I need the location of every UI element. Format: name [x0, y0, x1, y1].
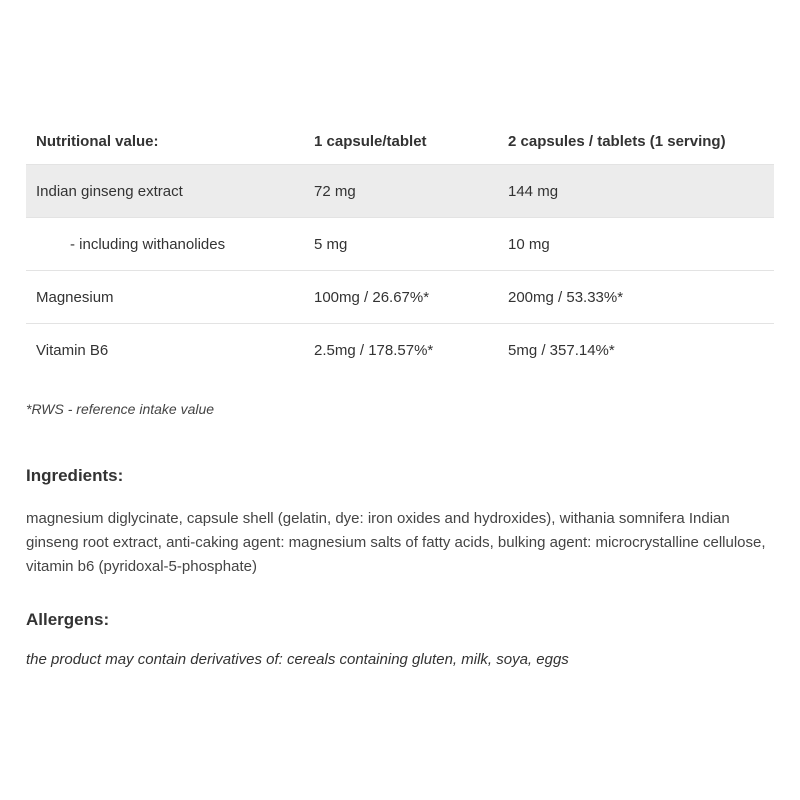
- table-row: [26, 324, 774, 377]
- row-value-serving: 200mg / 53.33%*: [498, 271, 774, 324]
- header-two-capsules: 2 capsules / tablets (1 serving): [498, 118, 774, 165]
- row-value-serving: 144 mg: [498, 165, 774, 218]
- table-header-row: [26, 118, 774, 165]
- allergens-text: the product may contain derivatives of: cereals containing gluten, milk, soya, eggs: [26, 651, 569, 668]
- table-row: [26, 218, 774, 271]
- row-value-single: 2.5mg / 178.57%*: [314, 341, 434, 359]
- row-value-single: 5 mg: [304, 218, 498, 271]
- row-label: Indian ginseng extract: [26, 165, 304, 218]
- row-value-serving: 10 mg: [498, 218, 774, 271]
- row-label: Vitamin B6: [36, 341, 109, 359]
- row-value-single: 100mg / 26.67%*: [304, 271, 498, 324]
- header-nutritional-value: Nutritional value:: [26, 118, 304, 165]
- row-label: Magnesium: [26, 271, 304, 324]
- nutrition-table: [26, 118, 774, 376]
- row-value-serving: 5mg / 357.14%*: [508, 341, 615, 359]
- table-row: [26, 165, 774, 218]
- allergens-heading: Allergens:: [26, 610, 110, 629]
- header-one-capsule: 1 capsule/tablet: [304, 118, 498, 165]
- row-value-single: 72 mg: [304, 165, 498, 218]
- rws-footnote: *RWS - reference intake value: [26, 401, 215, 417]
- table-row: [26, 271, 774, 324]
- ingredients-text: magnesium diglycinate, capsule shell (gelatin, dye: iron oxides and hydroxides), withania somnifera Indian ginseng root extract, anti-caking agent: magnesium salts of fatty acids, bulking agent: microcrystalline cellulose, vitamin b6 (pyridoxal-5-phosphate): [26, 510, 766, 575]
- ingredients-heading: Ingredients:: [26, 466, 124, 485]
- row-label: - including withanolides: [26, 218, 304, 271]
